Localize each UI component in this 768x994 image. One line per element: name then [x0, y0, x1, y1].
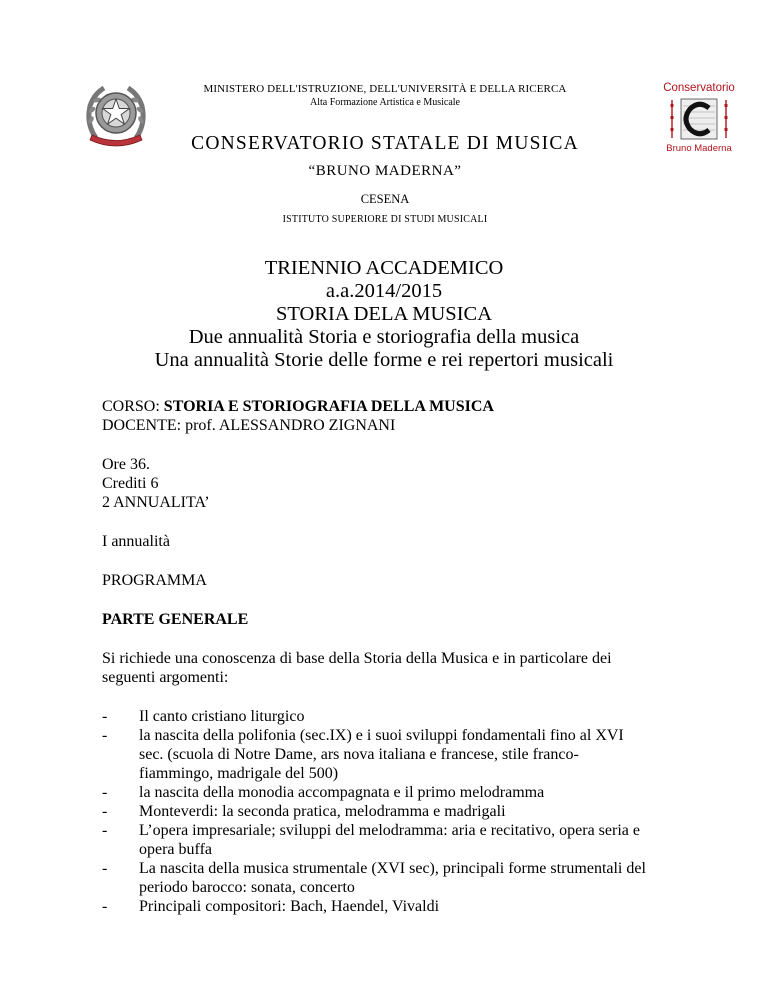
list-item-text: opera buffa — [139, 841, 212, 858]
list-item-text: Il canto cristiano liturgico — [139, 708, 305, 725]
logo-mark-icon — [669, 96, 729, 142]
list-item-text: la nascita della monodia accompagnata e il primo melodramma — [139, 784, 545, 801]
teacher-line: DOCENTE: prof. ALESSANDRO ZIGNANI — [102, 417, 396, 434]
logo-foot: Bruno Maderna — [666, 143, 732, 154]
title-line-5: Una annualità Storie delle forme e rei repertori musicali — [154, 349, 614, 371]
list-item-text: la nascita della polifonia (sec.IX) e i suoi sviluppi fondamentali fino al XVI — [139, 727, 624, 744]
title-line-3: STORIA DELA MUSICA — [275, 303, 493, 325]
institute-name: ISTITUTO SUPERIORE DI STUDI MUSICALI — [282, 214, 488, 225]
credits-line: Crediti 6 — [102, 475, 159, 492]
list-dash: - — [102, 784, 108, 801]
hours-line: Ore 36. — [102, 456, 150, 473]
list-item-text: L’opera impresariale; sviluppi del melodramma: aria e recitativo, opera seria e — [139, 822, 640, 839]
logo-title: Conservatorio — [663, 82, 735, 94]
course-line — [102, 397, 494, 416]
intro-line-1: Si richiede una conoscenza di base della Storia della Musica e in particolare dei — [102, 650, 612, 667]
afam-label: Alta Formazione Artistica e Musicale — [310, 97, 460, 108]
list-dash: - — [102, 898, 108, 915]
title-line-1: TRIENNIO ACCADEMICO — [264, 257, 504, 279]
ministry-name: MINISTERO DELL'ISTRUZIONE, DELL'UNIVERSITÀ E DELLA RICERCA — [203, 83, 567, 95]
first-year-label: I annualità — [102, 533, 170, 550]
list-item-text: sec. (scuola di Notre Dame, ars nova italiana e francese, stile franco- — [139, 746, 579, 763]
conservatorio-dedication: “BRUNO MADERNA” — [308, 163, 462, 179]
title-line-2: a.a.2014/2015 — [325, 280, 443, 302]
list-dash: - — [102, 803, 108, 820]
list-dash: - — [102, 708, 108, 725]
title-line-4: Due annualità Storia e storiografia della musica — [188, 326, 580, 348]
years-line: 2 ANNUALITA’ — [102, 494, 210, 511]
program-heading: PROGRAMMA — [102, 572, 207, 589]
list-dash: - — [102, 860, 108, 877]
intro-line-2: seguenti argomenti: — [102, 669, 229, 686]
list-item-text: periodo barocco: sonata, concerto — [139, 879, 355, 896]
list-item-text: La nascita della musica strumentale (XVI sec), principali forme strumentali del — [139, 860, 646, 877]
city-name: CESENA — [360, 192, 410, 206]
list-item-text: Monteverdi: la seconda pratica, melodramma e madrigali — [139, 803, 506, 820]
list-dash: - — [102, 727, 108, 744]
conservatorio-name: CONSERVATORIO STATALE DI MUSICA — [191, 133, 579, 154]
conservatorio-logo-icon — [660, 82, 738, 156]
list-dash: - — [102, 822, 108, 839]
italian-republic-emblem-icon — [82, 80, 150, 150]
general-part-heading: PARTE GENERALE — [102, 611, 249, 628]
list-item-text: fiammingo, madrigale del 500) — [139, 765, 339, 782]
course-label: CORSO: — [102, 398, 164, 415]
course-name: STORIA E STORIOGRAFIA DELLA MUSICA — [163, 398, 494, 415]
list-item-text: Principali compositori: Bach, Haendel, Vivaldi — [139, 898, 440, 915]
